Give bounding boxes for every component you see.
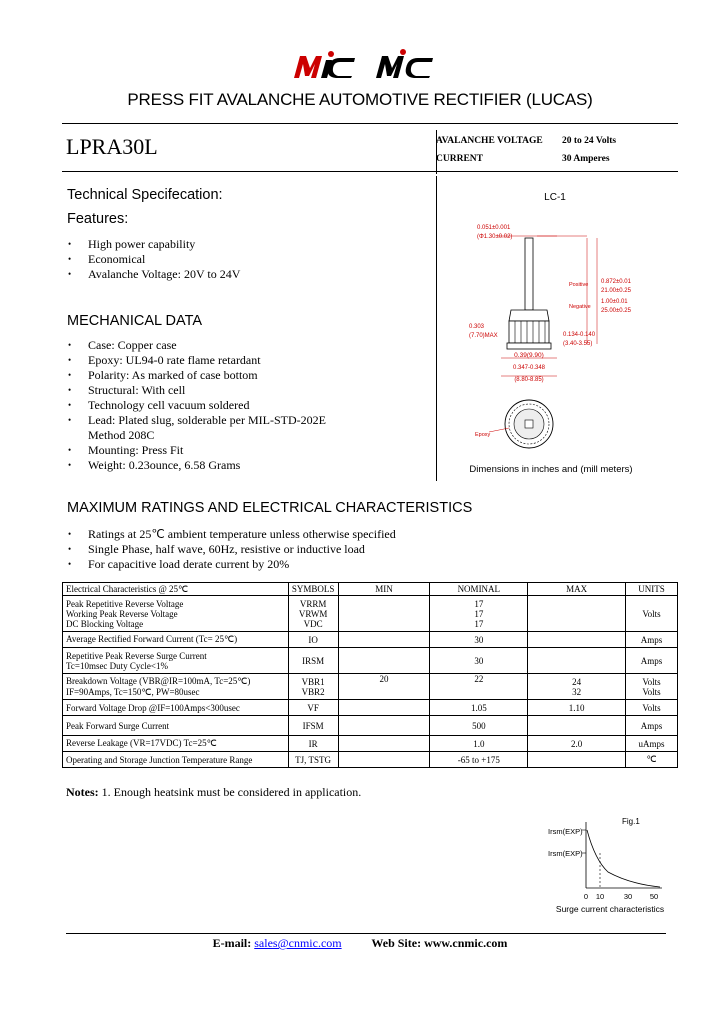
dim-lead-mm: (Φ1.30±0.02) (477, 234, 513, 240)
dim-height: 0.134-0.140 (563, 332, 596, 338)
row-unit: Amps (626, 648, 678, 674)
dim-len1-mm: 21.00±0.25 (601, 288, 631, 294)
row-desc: Peak Forward Surge Current (63, 716, 289, 736)
row-min (338, 648, 430, 674)
email-link[interactable]: sales@cnmic.com (254, 936, 342, 950)
list-item: • Epoxy: UL94-0 rate flame retardant (66, 353, 326, 368)
page-title: PRESS FIT AVALANCHE AUTOMOTIVE RECTIFIER (LUCAS) (127, 90, 593, 109)
header-divider (62, 171, 678, 172)
spec-value: 20 to 24 Volts (562, 136, 617, 146)
row-unit: uAmps (626, 736, 678, 752)
table-row (63, 700, 678, 716)
table-row (63, 674, 678, 700)
spec-summary (436, 132, 616, 168)
ratings-heading: MAXIMUM RATINGS AND ELECTRICAL CHARACTERISTICS (67, 500, 473, 516)
col-header: UNITS (626, 583, 678, 596)
row-desc: Peak Repetitive Reverse Voltage Working Peak Reverse Voltage DC Blocking Voltage (63, 596, 289, 632)
row-unit: Amps (626, 716, 678, 736)
dim-len2: 1.00±0.01 (601, 299, 628, 305)
row-nominal: 22 (430, 674, 528, 700)
label-epoxy: Epoxy (475, 432, 491, 438)
col-header: Electrical Characteristics @ 25℃ (63, 583, 289, 596)
row-nominal: -65 to +175 (430, 752, 528, 768)
row-min (338, 716, 430, 736)
spec-value: 30 Amperes (562, 154, 610, 164)
mechanical-list (66, 338, 326, 473)
row-symbol: VBR1 VBR2 (288, 674, 338, 700)
ratings-notes (66, 527, 396, 572)
notes (66, 785, 361, 800)
row-symbol: IRSM (288, 648, 338, 674)
row-nominal: 30 (430, 632, 528, 648)
row-min: 20 (338, 674, 430, 700)
row-nominal: 17 17 17 (430, 596, 528, 632)
list-item: • High power capability (66, 237, 240, 252)
row-symbol: VRRM VRWM VDC (288, 596, 338, 632)
row-min (338, 632, 430, 648)
row-max (528, 596, 626, 632)
spec-label: AVALANCHE VOLTAGE (436, 136, 543, 146)
row-desc: Forward Voltage Drop @IF=100Amps<300usec (63, 700, 289, 716)
row-unit: Volts (626, 700, 678, 716)
table-row (63, 648, 678, 674)
row-symbol: IO (288, 632, 338, 648)
fig-ylabel-2: Irsm(EXP) (548, 849, 583, 858)
notes-text: 1. Enough heatsink must be considered in application. (101, 785, 362, 799)
row-max: 1.10 (528, 700, 626, 716)
spec-divider-vertical (436, 130, 437, 174)
row-unit: Volts (626, 596, 678, 632)
dim-width2: 0.347-0.348 (512, 365, 546, 371)
col-header: MAX (528, 583, 626, 596)
surge-figure (540, 812, 680, 917)
row-nominal: 500 (430, 716, 528, 736)
fig-caption: Surge current characteristics (555, 904, 665, 914)
dim-height-mm: (3.40-3.55) (563, 341, 593, 347)
list-item: • For capacitive load derate current by 20% (66, 557, 396, 572)
spec-row-current (436, 150, 616, 168)
table-row (63, 632, 678, 648)
row-desc: Breakdown Voltage (VBR@IR=100mA, Tc=25℃) IF=90Amps, Tc=150℃, PW=80usec (63, 674, 289, 700)
list-item: • Polarity: As marked of case bottom (66, 368, 326, 383)
dim-width2-mm: (8.80-8.85) (514, 377, 544, 383)
table-row (63, 752, 678, 768)
footer (0, 936, 720, 951)
row-nominal: 1.05 (430, 700, 528, 716)
list-item: • Economical (66, 252, 240, 267)
fig-ylabel-1: Irsm(EXP) (548, 827, 583, 836)
table-row (63, 596, 678, 632)
row-max: 24 32 (528, 674, 626, 700)
row-max (528, 632, 626, 648)
ratings-table (62, 582, 678, 768)
row-desc: Operating and Storage Junction Temperature Range (63, 752, 289, 768)
list-item: • Ratings at 25℃ ambient temperature unless otherwise specified (66, 527, 396, 542)
spec-label: CURRENT (436, 154, 483, 164)
package-diagram (436, 176, 677, 481)
dim-len2-mm: 25.00±0.25 (601, 308, 631, 314)
row-max (528, 752, 626, 768)
row-symbol: IFSM (288, 716, 338, 736)
list-item: • Structural: With cell (66, 383, 326, 398)
table-row (63, 716, 678, 736)
row-min (338, 596, 430, 632)
list-item: • Avalanche Voltage: 20V to 24V (66, 267, 240, 282)
fig-title: Fig.1 (622, 817, 640, 826)
row-max (528, 648, 626, 674)
col-header: MIN (338, 583, 430, 596)
fig-tick: 0 (583, 892, 589, 901)
fig-tick: 50 (649, 892, 659, 901)
row-min (338, 736, 430, 752)
row-nominal: 30 (430, 648, 528, 674)
table-row (63, 736, 678, 752)
label-positive: Positive (569, 282, 589, 288)
web-label: Web Site: (371, 936, 422, 950)
row-unit: Volts Volts (626, 674, 678, 700)
part-number: LPRA30L (66, 134, 158, 159)
title-divider (62, 123, 678, 124)
row-desc: Reverse Leakage (VR=17VDC) Tc=25℃ (63, 736, 289, 752)
dim-len1: 0.872±0.01 (601, 279, 631, 285)
email-label: E-mail: (212, 936, 252, 950)
table-header-row (63, 583, 678, 596)
list-item: • Weight: 0.23ounce, 6.58 Grams (66, 458, 326, 473)
row-symbol: TJ, TSTG (288, 752, 338, 768)
label-negative: Negative (569, 304, 591, 310)
notes-label: Notes: (66, 785, 99, 799)
spec-row-voltage (436, 132, 616, 150)
dim-lead: 0.051±0.001 (477, 225, 511, 231)
row-symbol: IR (288, 736, 338, 752)
fig-tick: 30 (623, 892, 633, 901)
diagram-caption: Dimensions in inches and (mill meters) (469, 464, 633, 475)
package-label: LC-1 (544, 192, 566, 203)
list-item: • Technology cell vacuum soldered (66, 398, 326, 413)
tech-spec-heading: Technical Specifecation: (67, 187, 223, 203)
dim-body: 0.303 (469, 324, 485, 330)
list-item: • Mounting: Press Fit (66, 443, 326, 458)
row-max (528, 716, 626, 736)
web-site[interactable]: www.cnmic.com (424, 936, 508, 950)
fig-tick: 10 (595, 892, 605, 901)
features-list (66, 237, 240, 282)
row-min (338, 700, 430, 716)
row-unit: ℃ (626, 752, 678, 768)
footer-divider (66, 933, 666, 934)
dim-width: 0.39(9.90) (514, 352, 544, 359)
row-max: 2.0 (528, 736, 626, 752)
dim-body-mm: (7.70)MAX (469, 333, 498, 339)
row-desc: Average Rectified Forward Current (Tc= 25℃) (63, 632, 289, 648)
row-symbol: VF (288, 700, 338, 716)
company-logo (290, 46, 440, 82)
list-item: • Lead: Plated slug, solderable per MIL-STD-202E (66, 413, 326, 428)
list-item: Method 208C (88, 428, 155, 442)
features-heading: Features: (67, 211, 129, 227)
col-header: SYMBOLS (288, 583, 338, 596)
row-desc: Repetitive Peak Reverse Surge Current Tc=10msec Duty Cycle<1% (63, 648, 289, 674)
list-item: • Single Phase, half wave, 60Hz, resistive or inductive load (66, 542, 396, 557)
col-header: NOMINAL (430, 583, 528, 596)
row-min (338, 752, 430, 768)
row-nominal: 1.0 (430, 736, 528, 752)
mechanical-heading: MECHANICAL DATA (67, 313, 203, 329)
list-item: • Case: Copper case (66, 338, 326, 353)
row-unit: Amps (626, 632, 678, 648)
